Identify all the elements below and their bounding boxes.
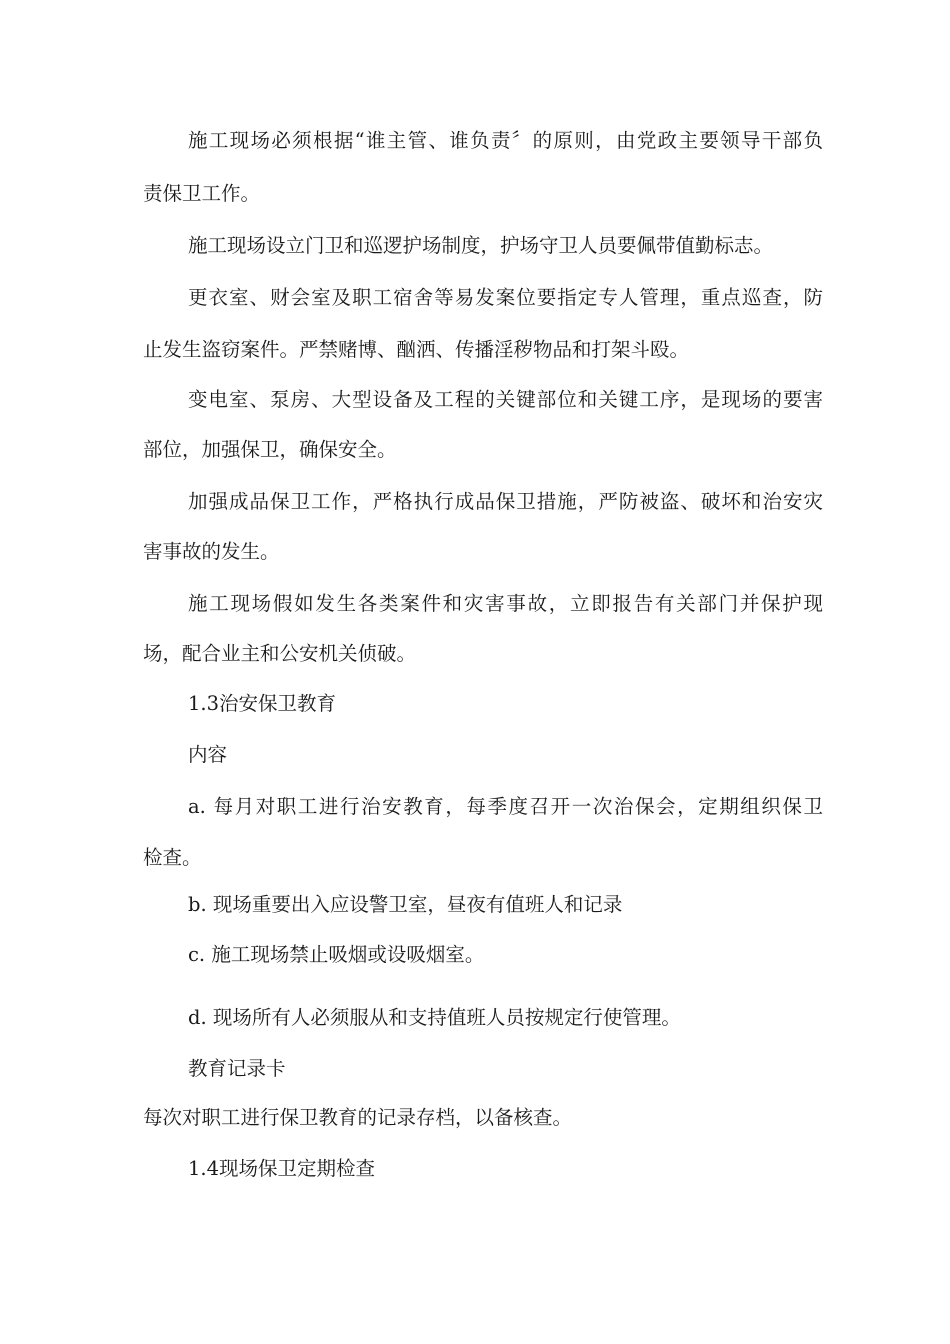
paragraph-2-line-1: 施工现场设立门卫和巡逻护场制度，护场守卫人员要佩带值勤标志。 — [188, 234, 774, 257]
paragraph-5-line-2: 害事故的发生。 — [143, 540, 280, 563]
paragraph-record: 每次对职工进行保卫教育的记录存档，以备核查。 — [143, 1106, 573, 1129]
subheading-education-record-card: 教育记录卡 — [188, 1057, 286, 1080]
section-heading-1-3: 1.3治安保卫教育 — [188, 692, 337, 715]
paragraph-1-line-2: 责保卫工作。 — [143, 182, 261, 205]
paragraph-3-line-2: 止发生盗窃案件。严禁赌博、酗洒、传播淫秽物品和打架斗殴。 — [143, 338, 690, 361]
list-item-b: b. 现场重要出入应设警卫室，昼夜有值班人和记录 — [188, 893, 623, 916]
paragraph-6-line-2: 场，配合业主和公安机关侦破。 — [143, 642, 417, 665]
list-item-a-line-1: a. 每月对职工进行治安教育，每季度召开一次治保会，定期组织保卫 — [188, 795, 823, 818]
paragraph-1-line-1: 施工现场必须根据“谁主管、谁负责〞的原则，由党政主要领导干部负 — [188, 129, 823, 152]
list-item-d: d. 现场所有人必须服从和支持值班人员按规定行使管理。 — [188, 1006, 681, 1029]
paragraph-4-line-1: 变电室、泵房、大型设备及工程的关键部位和关键工序，是现场的要害 — [188, 388, 823, 411]
paragraph-6-line-1: 施工现场假如发生各类案件和灾害事故，立即报告有关部门并保护现 — [188, 592, 823, 615]
subheading-content: 内容 — [188, 743, 228, 766]
list-item-c: c. 施工现场禁止吸烟或设吸烟室。 — [188, 943, 485, 966]
paragraph-4-line-2: 部位，加强保卫，确保安全。 — [143, 438, 397, 461]
paragraph-3-line-1: 更衣室、财会室及职工宿舍等易发案位要指定专人管理，重点巡查，防 — [188, 286, 823, 309]
paragraph-5-line-1: 加强成品保卫工作，严格执行成品保卫措施，严防被盗、破坏和治安灾 — [188, 490, 823, 513]
section-heading-1-4: 1.4现场保卫定期检查 — [188, 1157, 376, 1180]
list-item-a-line-2: 检查。 — [143, 846, 202, 869]
